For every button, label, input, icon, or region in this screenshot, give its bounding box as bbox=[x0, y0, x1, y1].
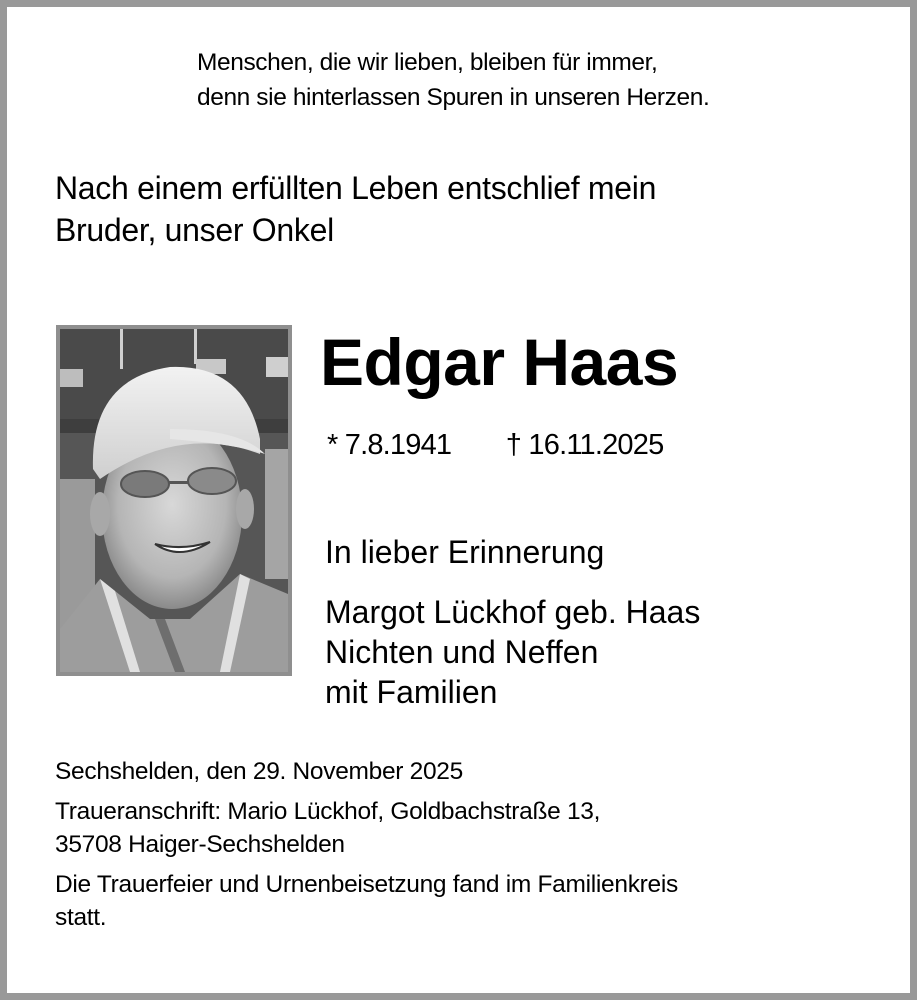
address-line: Traueranschrift: Mario Lückhof, Goldbachstraße 13, bbox=[55, 798, 601, 825]
notice-line: Die Trauerfeier und Urnenbeisetzung fand im Familienkreis bbox=[55, 871, 678, 898]
quote bbox=[197, 45, 709, 115]
memory-heading: In lieber Erinnerung bbox=[325, 534, 605, 570]
footer-info bbox=[55, 755, 678, 934]
death-date: 16.11.2025 bbox=[528, 429, 664, 461]
birth-date: 7.8.1941 bbox=[344, 429, 452, 461]
quote-line: denn sie hinterlassen Spuren in unseren Herzen. bbox=[197, 84, 710, 111]
mourner-item: Margot Lückhof geb. Haas bbox=[325, 594, 701, 630]
mourner-item: mit Familien bbox=[325, 674, 498, 710]
place-date: Sechshelden, den 29. November 2025 bbox=[55, 758, 463, 785]
quote-line: Menschen, die wir lieben, bleiben für immer, bbox=[197, 49, 658, 76]
mourners-list bbox=[325, 592, 700, 712]
notice-line: statt. bbox=[55, 904, 107, 931]
intro-line: Nach einem erfüllten Leben entschlief mein bbox=[55, 170, 657, 206]
address-line: 35708 Haiger-Sechshelden bbox=[55, 831, 345, 858]
deceased-name: Edgar Haas bbox=[320, 325, 679, 399]
portrait-photo-frame bbox=[56, 325, 292, 676]
life-dates bbox=[327, 425, 663, 465]
mourner-item: Nichten und Neffen bbox=[325, 634, 599, 670]
birth-star-icon: * bbox=[327, 429, 338, 461]
intro-line: Bruder, unser Onkel bbox=[55, 212, 334, 248]
obituary-page bbox=[7, 7, 910, 993]
portrait-photo-icon bbox=[60, 329, 288, 672]
death-cross-icon: † bbox=[505, 429, 522, 461]
intro-text bbox=[55, 167, 656, 251]
